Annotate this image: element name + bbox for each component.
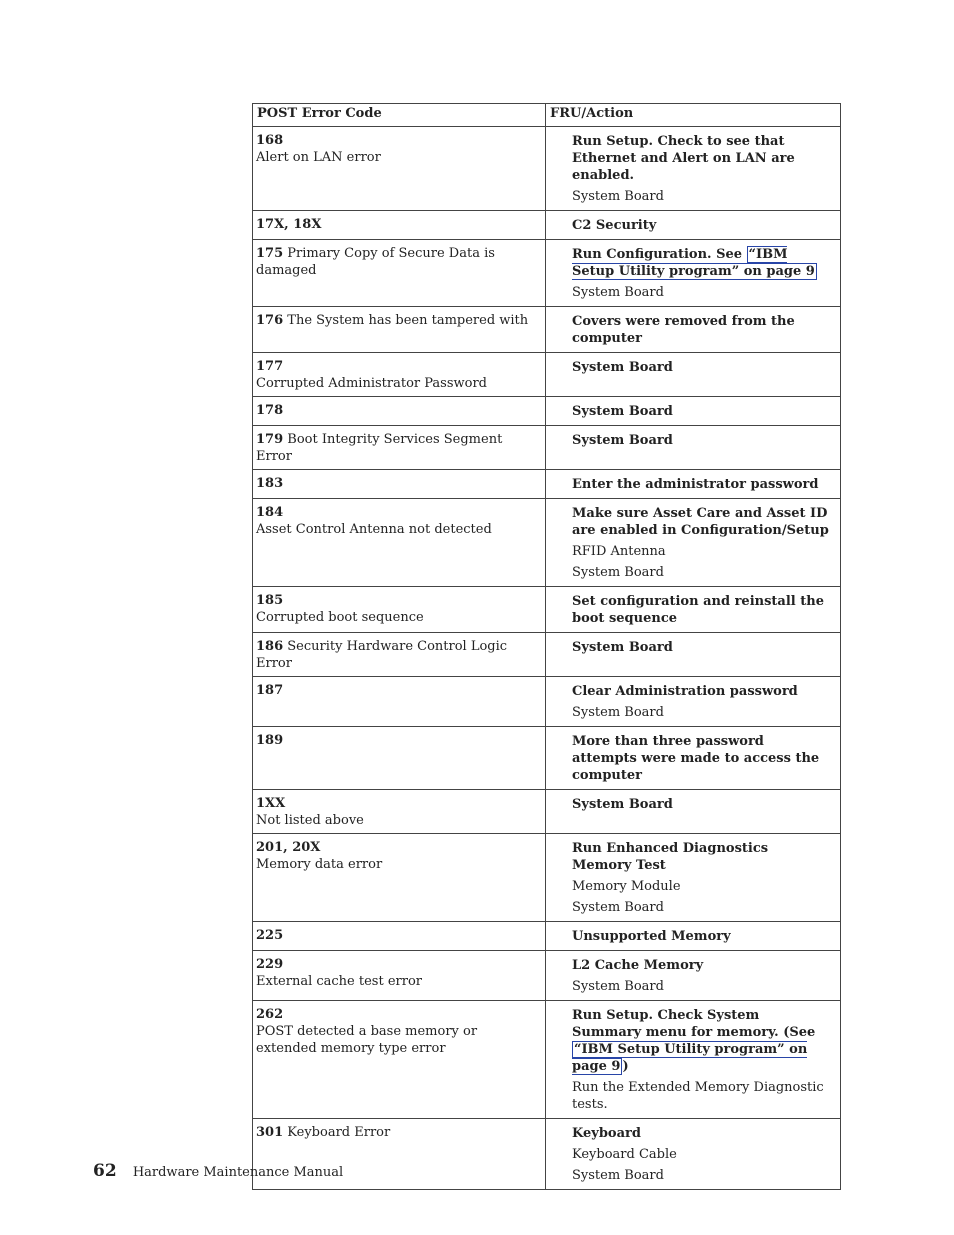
error-description: Asset Control Antenna not detected [256, 522, 492, 537]
fru-action-text: Enter the administrator password [572, 477, 819, 492]
fru-action-text: Clear Administration password [572, 684, 798, 699]
fru-action-text: System Board [572, 433, 673, 448]
fru-action-item [572, 246, 832, 280]
error-description: Boot Integrity Services Segment Error [256, 432, 503, 464]
error-code: 185 [256, 593, 284, 608]
error-code: 179 [256, 432, 284, 447]
fru-action-text: More than three password attempts were made to access the computer [572, 734, 820, 783]
fru-action-item [572, 403, 832, 420]
error-code: 177 [256, 359, 284, 374]
fru-action-text: Run Setup. Check System Summary menu for memory. (See [572, 1008, 816, 1040]
fru-action-cell [546, 633, 841, 677]
table-row [253, 727, 841, 790]
fru-action-cell [546, 426, 841, 470]
error-code: 17X, 18X [256, 217, 322, 232]
fru-action-text: System Board [572, 797, 673, 812]
fru-action-cell [546, 922, 841, 951]
fru-action-item [572, 957, 832, 974]
error-code-cell [253, 211, 546, 240]
table-row [253, 677, 841, 727]
fru-action-cell [546, 1001, 841, 1119]
table-row [253, 307, 841, 353]
fru-action-item [572, 639, 832, 656]
setup-utility-link[interactable]: “IBM Setup Utility program” on page 9 [572, 1042, 808, 1074]
page-number: 62 [93, 1161, 117, 1181]
fru-action-text: System Board [572, 640, 673, 655]
fru-action-item [572, 1125, 832, 1142]
fru-action-text: Keyboard [572, 1126, 641, 1141]
fru-action-cell [546, 499, 841, 587]
fru-action-item [572, 564, 832, 581]
error-code-cell [253, 633, 546, 677]
table-row [253, 922, 841, 951]
fru-action-text: Run Enhanced Diagnostics Memory Test [572, 841, 769, 873]
fru-action-cell [546, 240, 841, 307]
error-description: The System has been tampered with [287, 313, 529, 328]
error-code-cell [253, 922, 546, 951]
error-code-cell [253, 834, 546, 922]
error-code: 301 [256, 1125, 284, 1140]
fru-action-text: RFID Antenna [572, 544, 666, 559]
fru-action-text: C2 Security [572, 218, 657, 233]
fru-action-item [572, 899, 832, 916]
fru-action-item [572, 1146, 832, 1163]
fru-action-item [572, 188, 832, 205]
table-row [253, 127, 841, 211]
fru-action-text: Set configuration and reinstall the boot sequence [572, 594, 824, 626]
table-row [253, 353, 841, 397]
fru-action-text: System Board [572, 900, 664, 915]
fru-action-text: Unsupported Memory [572, 929, 731, 944]
fru-action-text: Keyboard Cable [572, 1147, 677, 1162]
error-code: 201, 20X [256, 840, 321, 855]
table-header-row [253, 104, 841, 127]
table-row [253, 951, 841, 1001]
error-description: Alert on LAN error [256, 150, 381, 165]
fru-action-item [572, 217, 832, 234]
fru-action-text: System Board [572, 404, 673, 419]
error-description: Primary Copy of Secure Data is damaged [256, 246, 495, 278]
fru-action-cell [546, 790, 841, 834]
table-row [253, 633, 841, 677]
fru-action-cell [546, 587, 841, 633]
fru-action-item [572, 476, 832, 493]
error-code-cell [253, 790, 546, 834]
table-body [253, 127, 841, 1190]
fru-action-text: System Board [572, 360, 673, 375]
fru-action-item [572, 432, 832, 449]
fru-action-item [572, 1167, 832, 1184]
table-row [253, 587, 841, 633]
error-code-cell [253, 677, 546, 727]
fru-action-text: L2 Cache Memory [572, 958, 704, 973]
fru-action-item [572, 733, 832, 784]
error-description: Memory data error [256, 857, 383, 872]
error-code: 175 [256, 246, 284, 261]
fru-action-item [572, 978, 832, 995]
fru-action-text: System Board [572, 189, 664, 204]
error-code: 184 [256, 505, 284, 520]
fru-action-cell [546, 677, 841, 727]
error-code: 168 [256, 133, 284, 148]
fru-action-item [572, 840, 832, 874]
error-code: 176 [256, 313, 284, 328]
fru-action-text: Run the Extended Memory Diagnostic tests. [572, 1080, 824, 1112]
fru-action-item [572, 928, 832, 945]
fru-action-item [572, 313, 832, 347]
error-code: 189 [256, 733, 284, 748]
error-description: External cache test error [256, 974, 422, 989]
error-code: 183 [256, 476, 284, 491]
setup-utility-link[interactable]: “IBM Setup Utility program” on page 9 [572, 247, 815, 279]
manual-title: Hardware Maintenance Manual [132, 1165, 344, 1180]
fru-action-cell [546, 834, 841, 922]
fru-action-text: System Board [572, 565, 664, 580]
error-code-cell [253, 353, 546, 397]
error-code-cell [253, 307, 546, 353]
fru-action-text: Make sure Asset Care and Asset ID are enabled in Configuration/Setup [572, 506, 829, 538]
header-fru-action: FRU/Action [546, 104, 841, 127]
error-description: Not listed above [256, 813, 364, 828]
fru-action-item [572, 1007, 832, 1075]
fru-action-item [572, 796, 832, 813]
table-row [253, 470, 841, 499]
table-row [253, 211, 841, 240]
table-row [253, 790, 841, 834]
fru-action-cell [546, 397, 841, 426]
fru-action-cell [546, 353, 841, 397]
error-code: 1XX [256, 796, 286, 811]
fru-action-item [572, 878, 832, 895]
error-code-cell [253, 240, 546, 307]
error-description: Corrupted Administrator Password [256, 376, 487, 391]
fru-action-text: System Board [572, 705, 664, 720]
fru-action-item [572, 593, 832, 627]
error-code: 225 [256, 928, 284, 943]
fru-action-item [572, 359, 832, 376]
fru-action-cell [546, 307, 841, 353]
table-row [253, 1001, 841, 1119]
table-row [253, 240, 841, 307]
error-code: 187 [256, 683, 284, 698]
fru-action-item [572, 1079, 832, 1113]
error-code: 186 [256, 639, 284, 654]
fru-action-item [572, 543, 832, 560]
error-description: Keyboard Error [287, 1125, 391, 1140]
table-row [253, 397, 841, 426]
post-error-table [252, 103, 841, 1190]
error-code: 262 [256, 1007, 284, 1022]
fru-action-item [572, 505, 832, 539]
error-code: 178 [256, 403, 284, 418]
fru-action-text: Memory Module [572, 879, 681, 894]
error-description: POST detected a base memory or extended memory type error [256, 1024, 478, 1056]
table-row [253, 426, 841, 470]
fru-action-text: Covers were removed from the computer [572, 314, 795, 346]
fru-action-cell [546, 1119, 841, 1190]
error-code-cell [253, 499, 546, 587]
error-code-cell [253, 587, 546, 633]
fru-action-text: System Board [572, 285, 664, 300]
table-row [253, 499, 841, 587]
error-code-cell [253, 1001, 546, 1119]
error-code: 229 [256, 957, 284, 972]
fru-action-text: Run Setup. Check to see that Ethernet and Alert on LAN are enabled. [572, 134, 795, 183]
fru-action-cell [546, 211, 841, 240]
fru-action-cell [546, 727, 841, 790]
fru-action-cell [546, 951, 841, 1001]
fru-action-item [572, 133, 832, 184]
table-row [253, 834, 841, 922]
header-post-error-code: POST Error Code [253, 104, 546, 127]
fru-action-text: System Board [572, 979, 664, 994]
fru-action-cell [546, 127, 841, 211]
fru-action-item [572, 704, 832, 721]
fru-action-item [572, 284, 832, 301]
page-footer [93, 1161, 343, 1181]
error-code-cell [253, 426, 546, 470]
fru-action-text-after: ) [622, 1059, 629, 1074]
fru-action-cell [546, 470, 841, 499]
error-code-cell [253, 127, 546, 211]
fru-action-item [572, 683, 832, 700]
error-code-cell [253, 397, 546, 426]
error-code-cell [253, 727, 546, 790]
error-code-cell [253, 951, 546, 1001]
fru-action-text: Run Configuration. See [572, 247, 747, 262]
error-description: Security Hardware Control Logic Error [256, 639, 508, 671]
error-code-cell [253, 470, 546, 499]
fru-action-text: System Board [572, 1168, 664, 1183]
error-description: Corrupted boot sequence [256, 610, 424, 625]
